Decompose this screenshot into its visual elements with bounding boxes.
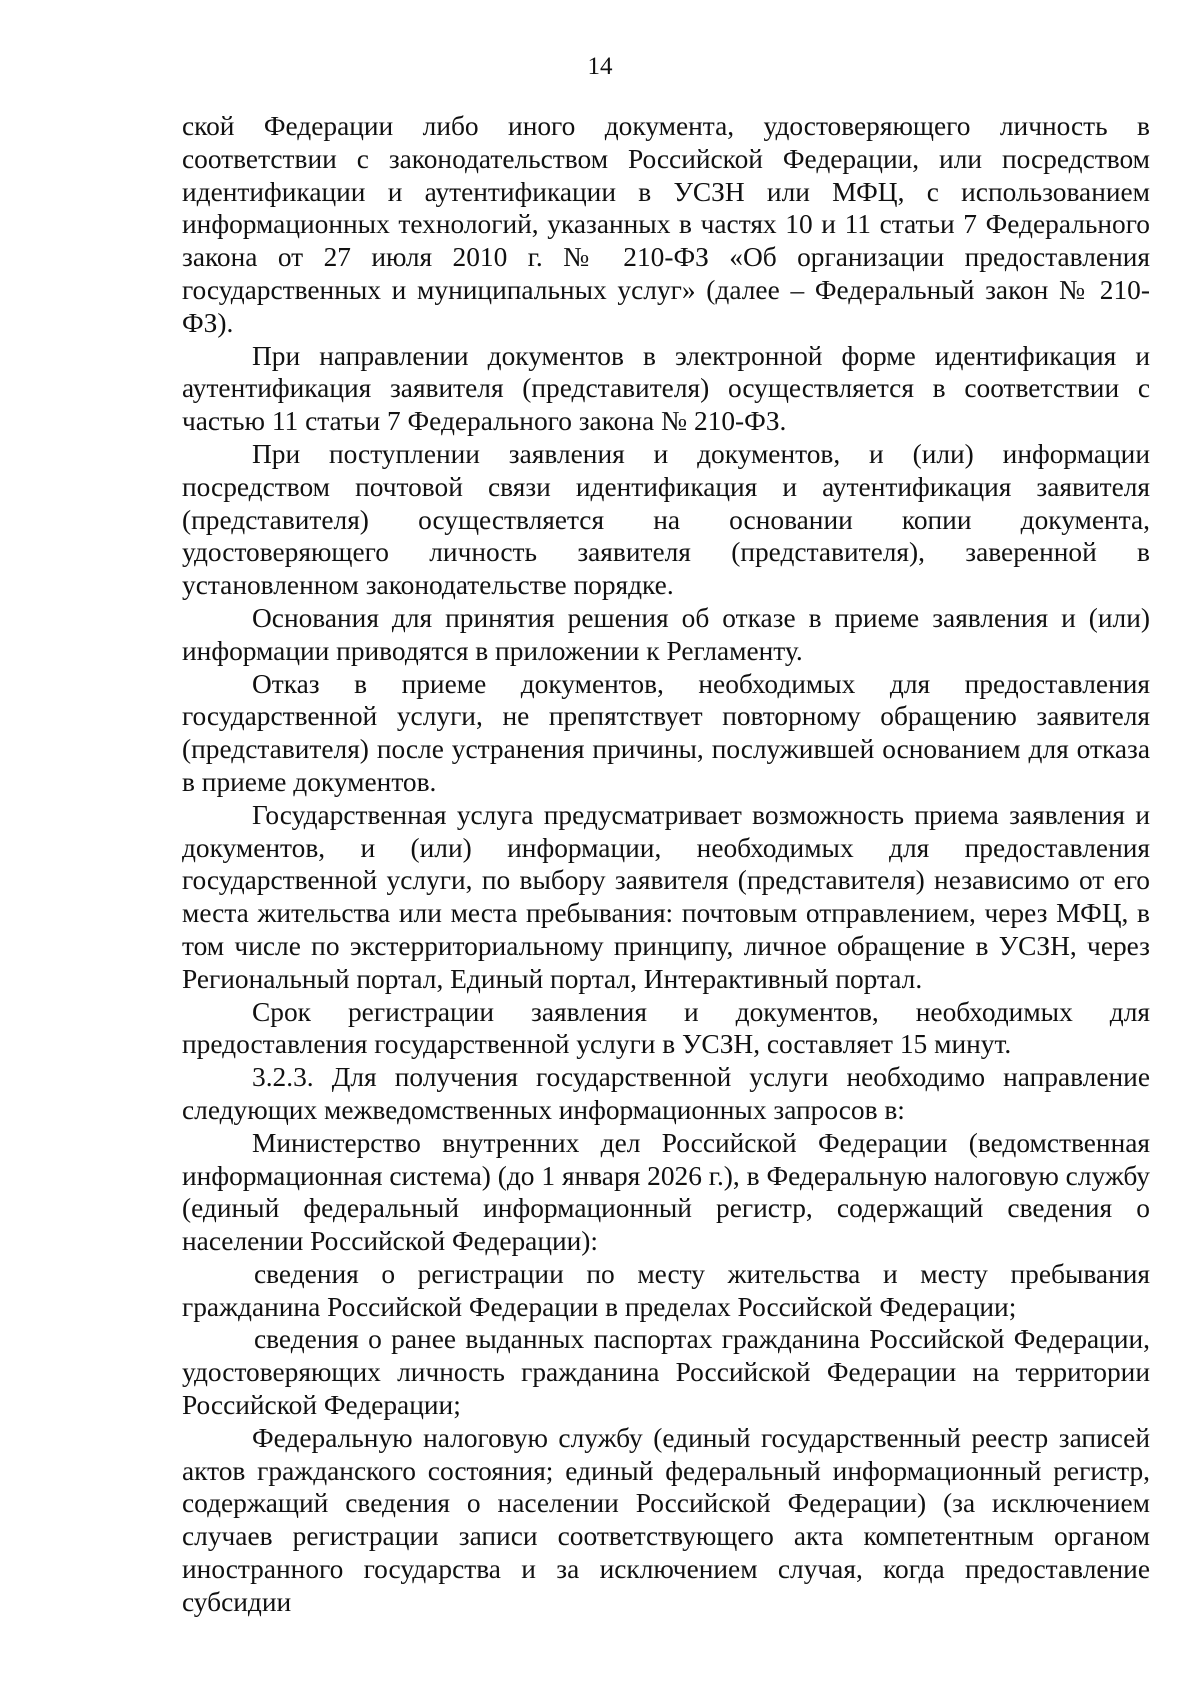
- paragraph-refusal-grounds: Основания для принятия решения об отказе в приеме заявления и (или) информации приводятся в приложении к Регламенту.: [182, 602, 1150, 666]
- paragraph-refusal-no-obstacle: Отказ в приеме документов, необходимых для предоставления государственной услуги, не препятствует повторному обращению заявителя (представителя) после устранения причины, послужившей основанием для отказа в приеме документов.: [182, 668, 1150, 797]
- page-number: 14: [587, 53, 613, 80]
- paragraph-section-3-2-3: 3.2.3. Для получения государственной услуги необходимо направление следующих межведомственных информационных запросов в:: [182, 1062, 1150, 1125]
- paragraph-passport-info: сведения о ранее выданных паспортах гражданина Российской Федерации, удостоверяющих личность гражданина Российской Федерации на территории Российской Федерации;: [182, 1324, 1150, 1421]
- paragraph-registration-info: сведения о регистрации по месту жительства и месту пребывания гражданина Российской Федерации в пределах Российской Федерации;: [182, 1258, 1150, 1322]
- paragraph-electronic-identification: При направлении документов в электронной форме идентификация и аутентификация заявителя (представителя) осуществляется в соответствии с частью 11 статьи 7 Федерального закона № 210-ФЗ.: [182, 340, 1150, 437]
- paragraph-registration-term: Срок регистрации заявления и документов, необходимых для предоставления государственной услуги в УСЗН, составляет 15 минут.: [182, 996, 1150, 1060]
- paragraph-tax-service: Федеральную налоговую службу (единый государственный реестр записей актов гражданского состояния; единый федеральный информационный регистр, содержащий сведения о населении Российской Федерации) (за исключением случаев регистрации записи соответствующего акта компетентным органом иностранного государства и за исключением случая, когда предоставление субсидии: [182, 1422, 1150, 1617]
- paragraph-application-channels: Государственная услуга предусматривает возможность приема заявления и документов, и (или) информации, необходимых для предоставления государственной услуги, по выбору заявителя (представителя) независимо от его места жительства или места пребывания: почтовым отправлением, через МФЦ, в том числе по экстерриториальному принципу, личное обращение в УСЗН, через Региональный портал, Единый портал, Интерактивный портал.: [182, 799, 1150, 994]
- paragraph-postal-identification: При поступлении заявления и документов, и (или) информации посредством почтовой связи идентификация и аутентификация заявителя (представителя) осуществляется на основании копии документа, удостоверяющего личность заявителя (представителя), заверенной в установленном законодательстве порядке.: [182, 438, 1150, 601]
- paragraph-continuation: ской Федерации либо иного документа, удостоверяющего личность в соответствии с законодательством Российской Федерации, или посредством идентификации и аутентификации в УСЗН или МФЦ, с использованием информационных технологий, указанных в частях 10 и 11 статьи 7 Федерального закона от 27 июля 2010 г. № 210-ФЗ «Об организации предоставления государственных и муниципальных услуг» (далее – Федеральный закон № 210-ФЗ).: [182, 111, 1150, 338]
- document-body: [182, 110, 1150, 1619]
- paragraph-ministry-interior: Министерство внутренних дел Российской Федерации (ведомственная информационная система) (до 1 января 2026 г.), в Федеральную налоговую службу (единый федеральный информационный регистр, содержащий сведения о населении Российской Федерации):: [182, 1127, 1150, 1257]
